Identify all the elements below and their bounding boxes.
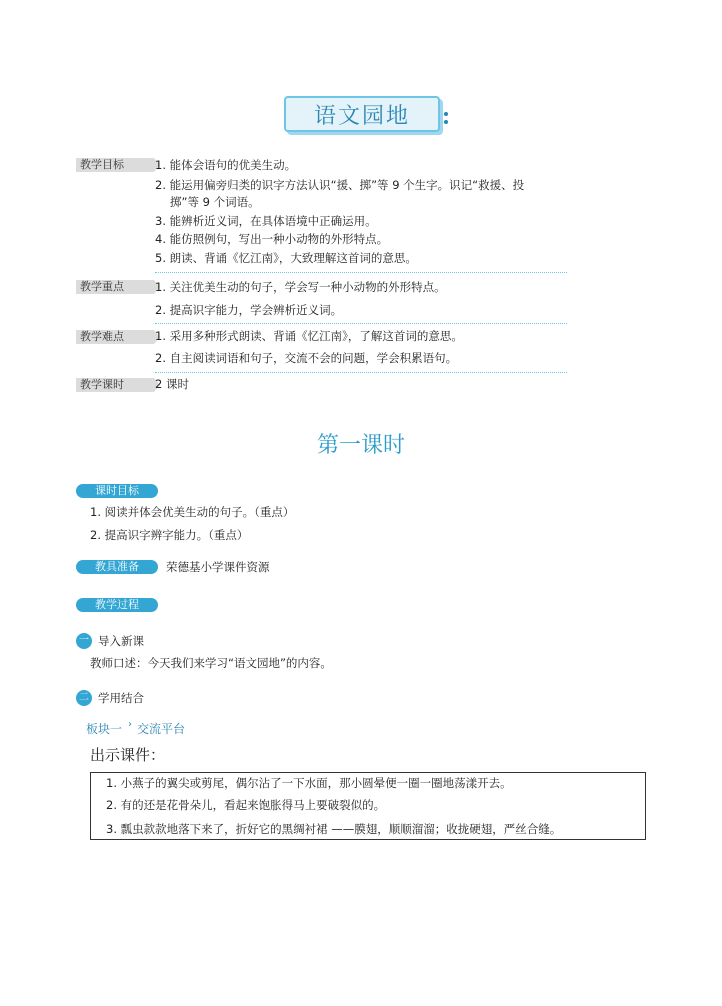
block-label: 板块一	[86, 722, 123, 736]
lesson-title: 第一课时	[316, 433, 405, 458]
key-item: 1. 关注优美生动的句子，学会写一种小动物的外形特点。	[155, 280, 446, 294]
page-title-banner	[284, 96, 440, 132]
page-title: 语文园地	[313, 103, 410, 129]
step-title: 学用结合	[98, 691, 144, 705]
step-number-badge: 二	[76, 690, 92, 706]
divider	[155, 272, 567, 273]
hours-value: 2 课时	[155, 377, 189, 391]
title-decoration-icon	[442, 112, 450, 128]
step-text: 教师口述：今天我们来学习“语文园地”的内容。	[90, 656, 332, 670]
difficult-item: 2. 自主阅读词语和句子，交流不会的问题，学会积累语句。	[155, 351, 458, 365]
courseware-title: 出示课件：	[90, 746, 166, 764]
goal-item: 4. 能仿照例句，写出一种小动物的外形特点。	[155, 232, 389, 246]
hours-label: 教学课时	[76, 378, 154, 392]
step-number-badge: 一	[76, 633, 92, 649]
step-title: 导入新课	[98, 634, 144, 648]
difficult-label: 教学难点	[76, 330, 154, 344]
process-tag: 教学过程	[76, 598, 158, 612]
prep-text: 荣德基小学课件资源	[166, 560, 270, 574]
courseware-sentence: 2. 有的还是花骨朵儿，看起来饱胀得马上要破裂似的。	[106, 798, 386, 812]
prep-tag: 教具准备	[76, 560, 158, 574]
goal-item: 1. 能体会语句的优美生动。	[155, 158, 297, 172]
lesson-goal-item: 1. 阅读并体会优美生动的句子。（重点）	[90, 505, 295, 519]
key-label: 教学重点	[76, 280, 154, 294]
goal-item: 掷”等 9 个词语。	[170, 195, 260, 209]
lesson-goal-tag: 课时目标	[76, 484, 158, 498]
goal-item: 3. 能辨析近义词，在具体语境中正确运用。	[155, 214, 377, 228]
courseware-sentence: 1. 小燕子的翼尖或剪尾，偶尔沾了一下水面，那小圆晕便一圈一圈地荡漾开去。	[106, 776, 512, 790]
difficult-item: 1. 采用多种形式朗读、背诵《忆江南》，了解这首词的意思。	[155, 329, 463, 343]
block-arrow-icon: ›	[128, 719, 132, 730]
key-item: 2. 提高识字能力，学会辨析近义词。	[155, 303, 343, 317]
courseware-sentence: 3. 瓢虫款款地落下来了，折好它的黑绸衬裙 ——膜翅，顺顺溜溜；收拢硬翅，严丝合缝。	[106, 822, 562, 836]
goal-item: 2. 能运用偏旁归类的识字方法认识“援、掷”等 9 个生字。识记“救援、投	[155, 178, 525, 192]
lesson-goal-item: 2. 提高识字辨字能力。（重点）	[90, 528, 249, 542]
divider	[155, 372, 567, 373]
divider	[155, 323, 567, 324]
goal-item: 5. 朗读、背诵《忆江南》，大致理解这首词的意思。	[155, 251, 417, 265]
goal-label: 教学目标	[76, 158, 154, 172]
block-title: 交流平台	[137, 722, 186, 736]
